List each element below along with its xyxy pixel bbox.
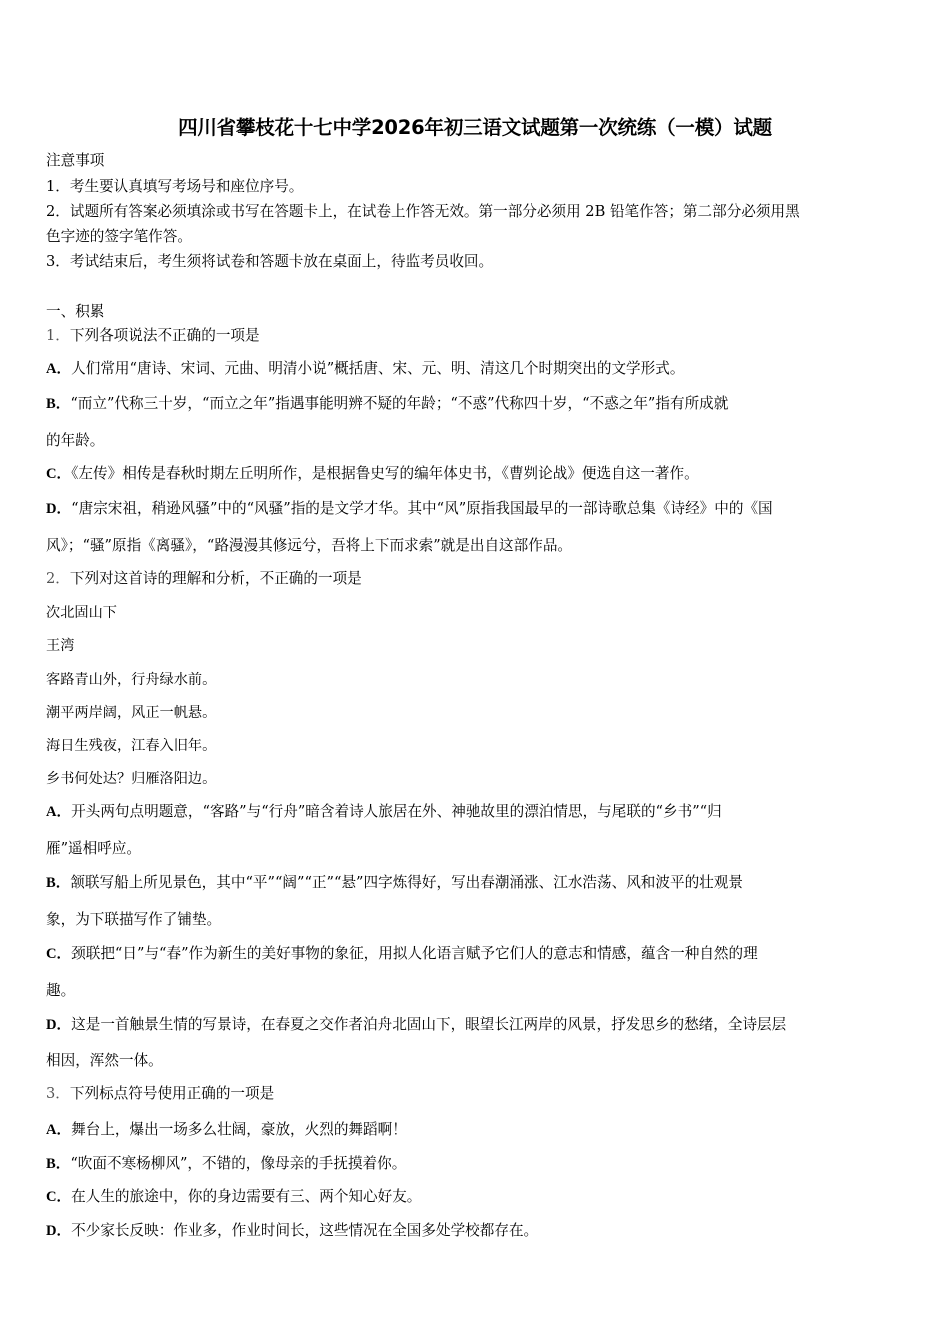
q2-option-c-cont: 趣。 [46, 982, 76, 999]
q2-option-d [46, 1014, 908, 1036]
option-letter: A． [46, 1122, 72, 1138]
option-letter: D． [46, 501, 72, 517]
poem-line-4: 乡书何处达？归雁洛阳边。 [46, 771, 217, 787]
notice-heading: 注意事项 [46, 152, 105, 169]
option-letter: B． [46, 396, 71, 412]
poem-line-3: 海日生残夜，江春入旧年。 [46, 738, 217, 754]
option-letter: C． [46, 466, 72, 482]
q2-option-b [46, 872, 908, 894]
q1-option-d-cont: 风》；“骚”原指《离骚》，“路漫漫其修远兮，吾将上下而求索”就是出自这部作品。 [46, 537, 573, 554]
option-text: 不少家长反映：作业多，作业时间长，这些情况在全国多处学校都存在。 [71, 1222, 539, 1239]
notice-item-1: 1．考生要认真填写考场号和座位序号。 [46, 178, 304, 195]
option-text: “唐宗宋祖，稍逊风骚”中的“风骚”指的是文学才华。其中“风”原指我国最早的一部诗歌总集《诗经》中的《国 [71, 500, 773, 517]
question-2-stem [46, 568, 908, 590]
question-3-text: 下列标点符号使用正确的一项是 [69, 1085, 275, 1102]
q1-option-c [46, 463, 908, 485]
option-letter: D． [46, 1223, 72, 1239]
question-1-text: 下列各项说法不正确的一项是 [69, 327, 260, 344]
option-text: 《左传》相传是春秋时期左丘明所作，是根据鲁史写的编年体史书，《曹刿论战》便选自这一著作。 [71, 465, 699, 482]
poem-title: 次北固山下 [46, 605, 117, 621]
question-1-stem [46, 325, 908, 347]
option-letter: C． [46, 946, 72, 962]
poem-line-1: 客路青山外，行舟绿水前。 [46, 672, 217, 688]
poem-author: 王湾 [46, 638, 75, 654]
option-text: 颔联写船上所见景色，其中“平”“阔”“正”“悬”四字炼得好，写出春潮涌涨、江水浩荡、风和波平的壮观景 [70, 874, 743, 891]
q3-option-d [46, 1220, 908, 1242]
q1-option-d [46, 498, 908, 520]
question-2-number: 2． [46, 570, 70, 587]
option-text: 这是一首触景生情的写景诗，在春夏之交作者泊舟北固山下，眼望长江两岸的风景，抒发思乡的愁绪，全诗层层 [71, 1016, 787, 1033]
question-1-number: 1． [46, 327, 70, 344]
option-text: 在人生的旅途中，你的身边需要有三、两个知心好友。 [71, 1188, 422, 1205]
q1-option-a [46, 358, 908, 380]
option-text: “而立”代称三十岁，“而立之年”指遇事能明辨不疑的年龄；“不惑”代称四十岁，“不惑之年”指有所成就 [70, 395, 729, 412]
option-letter: D． [46, 1017, 72, 1033]
poem-line-2: 潮平两岸阔，风正一帆悬。 [46, 705, 217, 721]
option-text: 舞台上，爆出一场多么壮阔，豪放，火烈的舞蹈啊！ [71, 1121, 407, 1138]
q3-option-b [46, 1153, 908, 1175]
q2-option-a [46, 801, 908, 823]
option-letter: A． [46, 804, 72, 820]
question-2-text: 下列对这首诗的理解和分析，不正确的一项是 [69, 570, 362, 587]
option-text: 人们常用“唐诗、宋词、元曲、明清小说”概括唐、宋、元、明、清这几个时期突出的文学形式。 [71, 360, 685, 377]
notice-item-2-cont: 色字迹的签字笔作答。 [46, 228, 192, 245]
q3-option-c [46, 1186, 908, 1208]
notice-item-2: 2．试题所有答案必须填涂或书写在答题卡上，在试卷上作答无效。第一部分必须用 2B 铅笔作答；第二部分必须用黑 [46, 203, 800, 220]
option-text: 开头两句点明题意，“客路”与“行舟”暗含着诗人旅居在外、神驰故里的漂泊情思，与尾联的“乡书”“归 [71, 803, 722, 820]
q2-option-d-cont: 相因，浑然一体。 [46, 1052, 163, 1069]
option-text: 颈联把“日”与“春”作为新生的美好事物的象征，用拟人化语言赋予它们人的意志和情感，蕴含一种自然的理 [71, 945, 758, 962]
option-letter: C． [46, 1189, 72, 1205]
question-3-stem [46, 1083, 908, 1105]
page-title: 四川省攀枝花十七中学2026年初三语文试题第一次统练（一模）试题 [178, 116, 772, 139]
q2-option-a-cont: 雁”遥相呼应。 [46, 840, 142, 857]
section-heading: 一、积累 [46, 303, 105, 320]
q1-option-b-cont: 的年龄。 [46, 432, 105, 449]
option-letter: A． [46, 361, 72, 377]
option-letter: B． [46, 875, 71, 891]
q2-option-c [46, 943, 908, 965]
option-text: “吹面不寒杨柳风”，不错的，像母亲的手抚摸着你。 [70, 1155, 407, 1172]
q3-option-a [46, 1119, 908, 1141]
q2-option-b-cont: 象，为下联描写作了铺垫。 [46, 911, 222, 928]
notice-item-3: 3．考试结束后，考生须将试卷和答题卡放在桌面上，待监考员收回。 [46, 253, 494, 270]
question-3-number: 3． [46, 1085, 70, 1102]
q1-option-b [46, 393, 908, 415]
option-letter: B． [46, 1156, 71, 1172]
